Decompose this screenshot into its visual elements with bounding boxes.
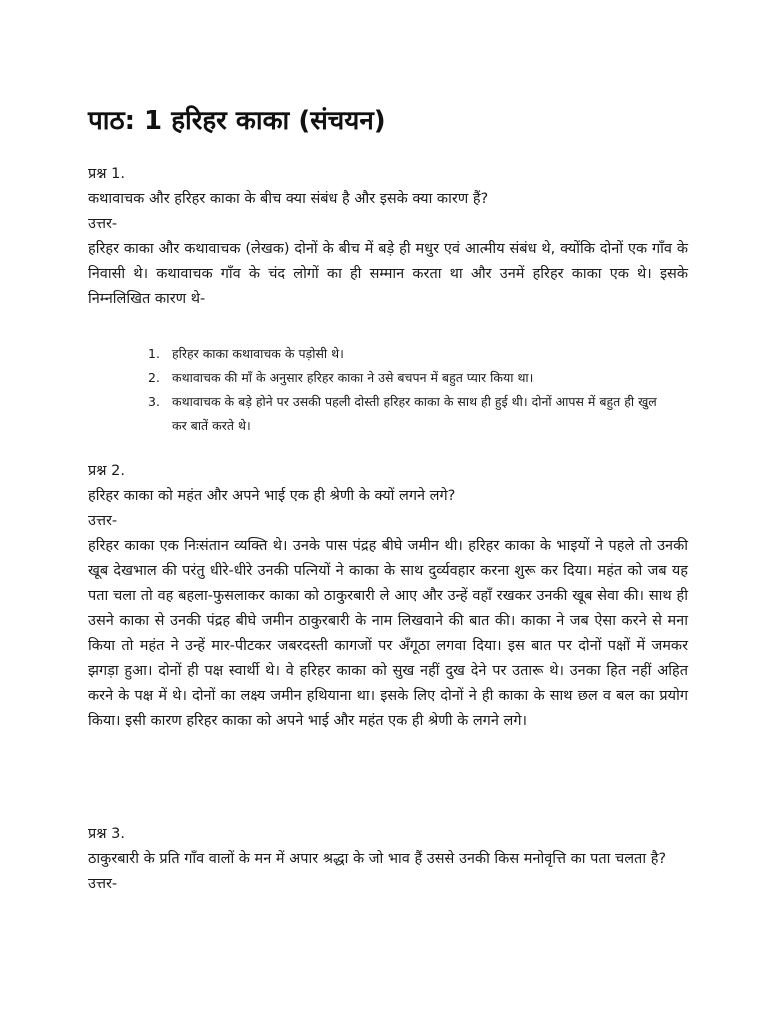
list-item-number: 2. [148, 370, 160, 385]
list-item [148, 366, 668, 390]
list-item-text: हरिहर काका कथावाचक के पड़ोसी थे। [172, 346, 344, 361]
question-2-block [88, 459, 688, 734]
question-1-label: प्रश्न 1. [88, 166, 125, 182]
answer-2-text: हरिहर काका एक निःसंतान व्यक्ति थे। उनके पास पंद्रह बीघे जमीन थी। हरिहर काका के भाइयों ने पहले तो उनकी खूब देखभाल की परंतु धीरे-धीरे उनकी पत्नियों ने काका के साथ दुर्व्यवहार करना शुरू कर दिया। महंत को जब यह पता चला तो वह बहला-फुसलाकर काका को ठाकुरबारी ले आए और उन्हें वहाँ रखकर उनकी खूब सेवा की। साथ ही उसने काका से उनकी पंद्रह बीघे जमीन ठाकुरबारी के नाम लिखवाने की बात की। काका ने जब ऐसा करने से मना किया तो महंत ने उन्हें मार-पीटकर जबरदस्ती कागजों पर अँगूठा लगवा दिया। इस बात पर दोनों पक्षों में जमकर झगड़ा हुआ। दोनों ही पक्ष स्वार्थी थे। वे हरिहर काका को सुख नहीं दुख देने पर उतारू थे। उनका हित नहीं अहित करने के पक्ष में थे। दोनों का लक्ष्य जमीन हथियाना था। इसके लिए दोनों ने ही काका के साथ छल व बल का प्रयोग किया। इसी कारण हरिहर काका को अपने भाई और महंत एक ही श्रेणी के लगने लगे। [88, 538, 688, 729]
list-item-text: कथावाचक के बड़े होने पर उसकी पहली दोस्ती हरिहर काका के साथ ही हुई थी। दोनों आपस में बहुत ही खुल कर बातें करते थे। [172, 394, 657, 433]
answer-1-label: उत्तर- [88, 216, 118, 232]
question-1-block [88, 162, 688, 312]
question-1-text: कथावाचक और हरिहर काका के बीच क्या संबंध है और इसके क्या कारण हैं? [88, 191, 489, 207]
question-3-label: प्रश्न 3. [88, 826, 125, 842]
answer-1-points [148, 342, 668, 438]
list-item-number: 3. [148, 394, 160, 409]
answer-2-label: उत्तर- [88, 513, 118, 529]
question-2-label: प्रश्न 2. [88, 463, 125, 479]
list-item [148, 342, 668, 366]
page-title: पाठ: 1 हरिहर काका (संचयन) [88, 106, 386, 136]
question-3-text: ठाकुरबारी के प्रति गाँव वालों के मन में अपार श्रद्धा के जो भाव हैं उससे उनकी किस मनोवृत्ति का पता चलता है? [88, 851, 667, 867]
list-item-number: 1. [148, 346, 160, 361]
list-item-text: कथावाचक की माँ के अनुसार हरिहर काका ने उसे बचपन में बहुत प्यार किया था। [172, 370, 534, 385]
answer-1-text: हरिहर काका और कथावाचक (लेखक) दोनों के बीच में बड़े ही मधुर एवं आत्मीय संबंध थे, क्योंकि दोनों एक गाँव के निवासी थे। कथावाचक गाँव के चंद लोगों का ही सम्मान करता था और उनमें हरिहर काका एक थे। इसके निम्नलिखित कारण थे- [88, 241, 688, 307]
question-3-block [88, 822, 688, 897]
question-2-text: हरिहर काका को महंत और अपने भाई एक ही श्रेणी के क्यों लगने लगे? [88, 488, 456, 504]
list-item [148, 390, 668, 438]
answer-3-label: उत्तर- [88, 876, 118, 892]
